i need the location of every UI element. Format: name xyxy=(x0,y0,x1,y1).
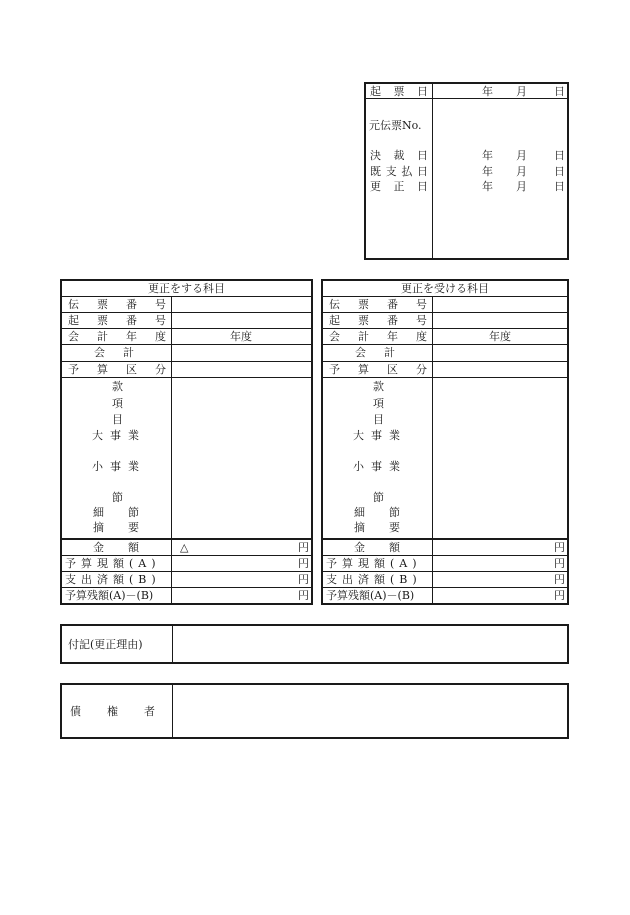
balance-label: 予算残額(A)－(B) xyxy=(65,589,154,602)
paid-date-month: 月 xyxy=(516,165,527,178)
paid-date-year: 年 xyxy=(482,165,493,178)
issue-number-label: 起票番号 xyxy=(68,314,184,327)
budget-class-label: 予算区分 xyxy=(68,363,184,376)
correction-date-day: 日 xyxy=(554,180,565,193)
slip-number-label: 伝票番号 xyxy=(329,298,445,311)
issue-date-year: 年 xyxy=(482,85,493,98)
label-char: 日 xyxy=(417,149,428,162)
label-char: 決 xyxy=(370,149,381,162)
amount-yen: 円 xyxy=(554,541,565,554)
major-project-label: 大事業 xyxy=(92,429,146,442)
balance-label: 予算残額(A)－(B) xyxy=(326,589,415,602)
budget-current-yen: 円 xyxy=(298,557,309,570)
amount-label: 金額 xyxy=(354,541,424,554)
original-slip-label: 元伝票No. xyxy=(369,119,422,132)
fiscal-year-value: 年度 xyxy=(230,330,252,343)
label-char: 裁 xyxy=(393,149,405,162)
budget-class-label: 予算区分 xyxy=(329,363,445,376)
label-char: 票 xyxy=(393,85,405,98)
sub-setsu-label: 細節 xyxy=(93,506,163,519)
label-char: 払 xyxy=(401,165,413,178)
approval-date-day: 日 xyxy=(554,149,565,162)
spent-yen: 円 xyxy=(554,573,565,586)
sub-setsu-label: 細節 xyxy=(354,506,424,519)
approval-date-label xyxy=(370,150,428,161)
balance-yen: 円 xyxy=(298,589,309,602)
minor-project-label: 小事業 xyxy=(353,460,407,473)
receiving-account-table xyxy=(321,279,569,605)
label-char: 日 xyxy=(417,85,428,98)
fiscal-year-label: 会計年度 xyxy=(329,330,445,343)
moku-label: 目 xyxy=(112,413,123,426)
setsu-label: 節 xyxy=(112,491,123,504)
paid-date-day: 日 xyxy=(554,165,565,178)
label-char: 更 xyxy=(370,180,381,193)
amount-label: 金額 xyxy=(93,541,163,554)
approval-date-year: 年 xyxy=(482,149,493,162)
date-info-box xyxy=(364,82,569,260)
correcting-account-table xyxy=(60,279,313,605)
kan-label: 款 xyxy=(373,380,384,393)
budget-current-label: 予算現額(A) xyxy=(65,557,161,570)
paid-date-label xyxy=(370,166,428,177)
notes-box xyxy=(60,624,569,664)
issue-number-label: 起票番号 xyxy=(329,314,445,327)
spent-label: 支出済額(B) xyxy=(65,573,161,586)
fiscal-year-value: 年度 xyxy=(489,330,511,343)
spent-yen: 円 xyxy=(298,573,309,586)
creditor-box xyxy=(60,683,569,739)
balance-yen: 円 xyxy=(554,589,565,602)
correction-date-year: 年 xyxy=(482,180,493,193)
summary-label: 摘要 xyxy=(354,521,424,534)
correction-date-label xyxy=(370,181,428,192)
account-label: 会計 xyxy=(94,346,152,359)
issue-date-label xyxy=(370,86,428,97)
label-char: 既 xyxy=(370,165,381,178)
kan-label: 款 xyxy=(112,380,123,393)
amount-yen: 円 xyxy=(298,541,309,554)
label-char: 起 xyxy=(370,85,381,98)
label-char: 支 xyxy=(385,165,397,178)
notes-label: 付記(更正理由) xyxy=(68,638,143,651)
kou-label: 項 xyxy=(373,397,384,410)
label-char: 日 xyxy=(416,165,428,178)
creditor-label: 債権者 xyxy=(70,705,181,718)
fiscal-year-label: 会計年度 xyxy=(68,330,184,343)
budget-current-yen: 円 xyxy=(554,557,565,570)
approval-date-month: 月 xyxy=(516,149,527,162)
summary-label: 摘要 xyxy=(93,521,163,534)
major-project-label: 大事業 xyxy=(353,429,407,442)
slip-number-label: 伝票番号 xyxy=(68,298,184,311)
table-header: 更正をする科目 xyxy=(148,282,225,295)
kou-label: 項 xyxy=(112,397,123,410)
account-label: 会計 xyxy=(355,346,413,359)
correction-date-month: 月 xyxy=(516,180,527,193)
issue-date-month: 月 xyxy=(516,85,527,98)
setsu-label: 節 xyxy=(373,491,384,504)
minor-project-label: 小事業 xyxy=(92,460,146,473)
table-header: 更正を受ける科目 xyxy=(401,282,489,295)
budget-current-label: 予算現額(A) xyxy=(326,557,422,570)
amount-mark: △ xyxy=(180,541,189,554)
label-char: 正 xyxy=(393,180,405,193)
spent-label: 支出済額(B) xyxy=(326,573,422,586)
issue-date-day: 日 xyxy=(554,85,565,98)
moku-label: 目 xyxy=(373,413,384,426)
label-char: 日 xyxy=(417,180,428,193)
